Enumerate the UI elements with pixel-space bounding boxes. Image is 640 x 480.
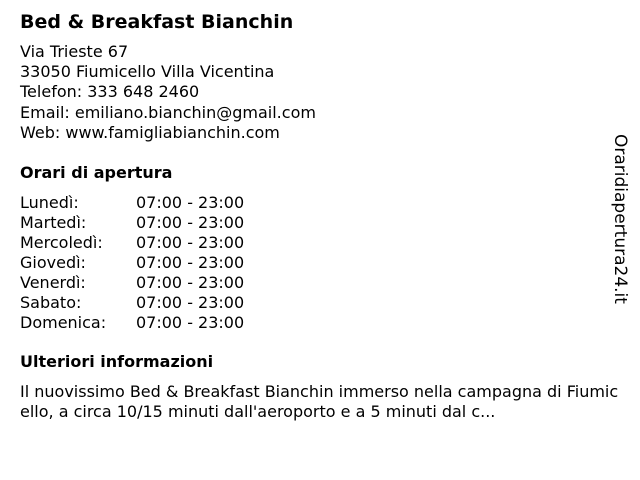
hours-row-tuesday xyxy=(20,213,244,233)
hours-row-wednesday xyxy=(20,233,244,253)
day-label: Mercoledì: xyxy=(20,233,103,253)
email-line: Email: emiliano.bianchin@gmail.com xyxy=(20,102,316,122)
time-range: 07:00 - 23:00 xyxy=(136,253,245,273)
address-city: 33050 Fiumicello Villa Vicentina xyxy=(20,62,275,82)
hours-row-saturday xyxy=(20,293,244,313)
day-label: Sabato: xyxy=(20,293,82,313)
hours-row-thursday xyxy=(20,253,244,273)
site-watermark: Oraridiapertura24.it xyxy=(610,134,630,304)
address-street: Via Trieste 67 xyxy=(20,42,129,61)
day-label: Lunedì: xyxy=(20,193,79,213)
time-range: 07:00 - 23:00 xyxy=(136,233,245,253)
info-description: Il nuovissimo Bed & Breakfast Bianchin immerso nella campagna di Fiumicello, a circa 10/15 minuti dall'aeroporto e a 5 minuti dal c... xyxy=(20,382,619,422)
time-range: 07:00 - 23:00 xyxy=(136,193,245,213)
time-range: 07:00 - 23:00 xyxy=(136,293,245,313)
day-label: Giovedì: xyxy=(20,253,86,273)
hours-heading: Orari di apertura xyxy=(20,163,173,183)
business-name: Bed & Breakfast Bianchin xyxy=(20,11,294,33)
info-heading: Ulteriori informazioni xyxy=(20,352,214,372)
day-label: Venerdì: xyxy=(20,273,86,293)
day-label: Domenica: xyxy=(20,313,107,333)
day-label: Martedì: xyxy=(20,213,87,233)
hours-row-monday xyxy=(20,193,244,213)
time-range: 07:00 - 23:00 xyxy=(136,273,245,293)
contact-block xyxy=(20,42,610,143)
time-range: 07:00 - 23:00 xyxy=(136,313,245,333)
business-card xyxy=(20,10,619,422)
hours-row-friday xyxy=(20,273,244,293)
opening-hours-table xyxy=(20,193,244,333)
time-range: 07:00 - 23:00 xyxy=(136,213,245,233)
web-line: Web: www.famigliabianchin.com xyxy=(20,122,280,142)
hours-row-sunday xyxy=(20,313,244,333)
phone-line: Telefon: 333 648 2460 xyxy=(20,82,200,102)
